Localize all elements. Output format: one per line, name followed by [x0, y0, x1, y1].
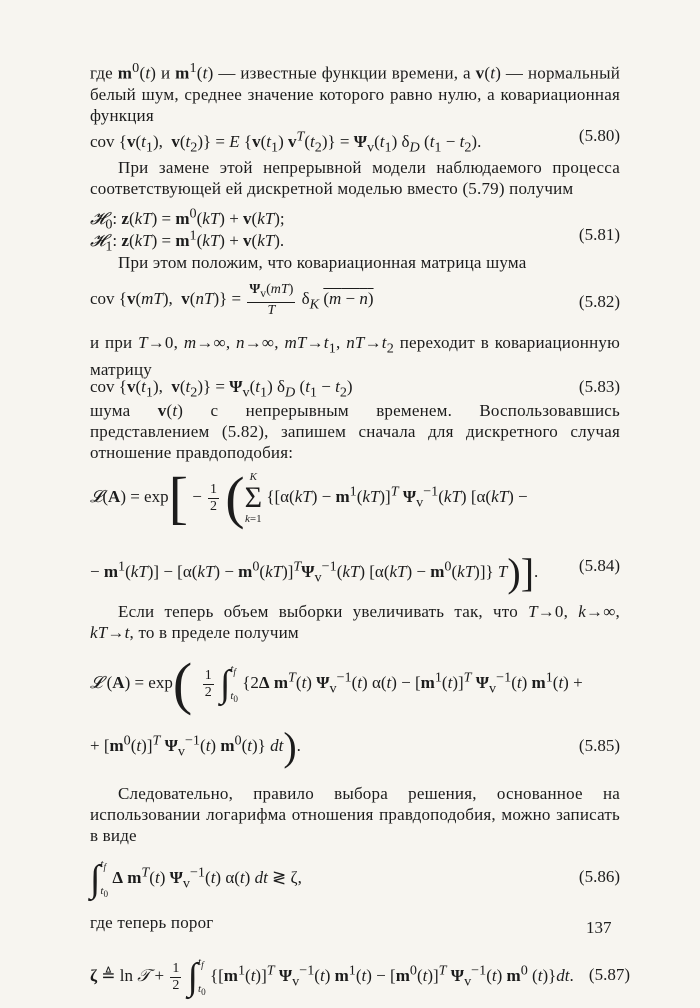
- equation-5-81a: [90, 202, 620, 233]
- equation-5-83-body: cov {$v(t_1)$, $v(t_2)\} = \Psi_v(t_1)$ $\delta_D$ $(t_1 - t_2)$: [90, 377, 353, 401]
- equation-5-85b: [90, 724, 620, 769]
- equation-5-85b-body: + $[m^0(t)]^T$ $\Psi_v^{-1}(t)$ $m^0(t)$} dt).: [90, 724, 301, 769]
- equation-number: (5.81): [578, 225, 620, 244]
- equation-5-87-body: ζ ≜ ln 𝒯 + $\frac{1}{2}$ $\int t_f$ $t_0$ {$[m^1(t)]^T$ $\Psi_v^{-1}(t) m^1(t) - [m^0(t)]^T$ $\Psi_v^{-1}(t)$ $m^0$ (t)}dt.: [90, 956, 574, 999]
- fraction: $\frac{1}{2}$: [210, 481, 218, 514]
- fraction: $\frac{1}{2}$: [204, 667, 212, 700]
- page-number: 137: [586, 918, 612, 937]
- equation-5-80: [90, 125, 620, 156]
- paragraph-4: и при T→0, m→∞, n→∞, $mT\to t_1$, $nT\to t_2$ переходит в ковариационную матрицу: [90, 333, 621, 380]
- equation-number: (5.83): [578, 377, 620, 396]
- integral-limits: $t_f$ $t_0$: [198, 956, 206, 998]
- paragraph-8: где теперь порог: [90, 913, 214, 932]
- fraction: $\frac{\Psi_v(mT)}{T}$: [249, 282, 294, 318]
- equation-5-81a-body: 𝓗$_0$: $z(kT) = m^0(kT) + v(kT)$;: [90, 205, 285, 233]
- fraction: $\frac{1}{2}$: [172, 960, 180, 993]
- equation-5-81b-body: 𝓗$_1$: $z(kT) = m^1(kT) + v(kT)$.: [90, 227, 285, 255]
- equation-5-84a: [90, 465, 620, 533]
- equation-5-80-body: cov {$v(t_1)$, $v(t_2)\} = E$ $\{v(t_1) v^T(t_2)\} = \Psi_v(t_1)$ $\delta_D$ $(t_1 - t_2)$.: [90, 128, 482, 156]
- paragraph-1: где $m^0(t)$ и $m^1(t)$ — известные функции времени, а v(t) — нормальный белый шум, среднее значение которого равно нулю, а ковариационная функция: [90, 60, 620, 125]
- paragraph-6: Если теперь объем выборки увеличивать так, что T→0, k→∞, kT→t, то в пределе получим: [90, 602, 620, 642]
- integral-sign: ∫: [187, 956, 199, 999]
- equation-number: (5.84): [578, 556, 620, 575]
- paragraph-2: При замене этой непрерывной модели наблюдаемого процесса соответствующей ей дискретной моделью вместо (5.79) получим: [90, 158, 620, 198]
- equation-5-87: [90, 952, 630, 1008]
- equation-5-84b: [90, 539, 620, 593]
- integral-sign: ∫: [90, 858, 101, 901]
- equation-number: (5.86): [578, 867, 620, 886]
- equation-5-86-body: $\int t_f$ $t_0$ Δ $m^T(t)$ $\Psi_v^{-1}(t)$ α(t) dt ≷ ζ,: [90, 858, 302, 901]
- equation-5-84a-body: 𝓛(A) = exp[ − $\frac{1}{2}$ ( K Σ k=1 {$[\alpha(kT) - m^1(kT)]^T$ $\Psi_v^{-1}(kT) [\alpha(kT)$ −: [90, 465, 528, 530]
- equation-number: (5.85): [578, 736, 620, 755]
- equation-5-82-body: cov {v(mT), v(nT)} = $\frac{\Psi_v(mT)}{T}$ $\delta_K$ (m − n): [90, 282, 374, 318]
- page-body: [90, 58, 630, 1008]
- equation-5-82: [90, 282, 620, 322]
- paragraph-5: шума v(t) с непрерывным временем. Воспользовавшись представлением (5.82), запишем сначала для дискретного случая отношение правдоподобия:: [90, 401, 620, 462]
- equation-5-83: [90, 376, 620, 400]
- paragraph-7: Следовательно, правило выбора решения, основанное на использовании логарифма отношения правдоподобия, можно записать в виде: [90, 784, 620, 845]
- sum-operator: K Σ k=1: [244, 471, 263, 525]
- equation-5-86: [90, 852, 620, 908]
- integral-limits: $t_f$ $t_0$: [100, 858, 109, 900]
- equation-5-85a: [90, 649, 620, 716]
- integral-sign: ∫: [219, 663, 231, 705]
- equation-number: (5.80): [578, 126, 620, 145]
- equation-5-85a-body: 𝓛 (A) = exp( $\frac{1}{2}$ $\int t_f$ $t_0$ {2Δ $m^T(t)$ $\Psi_v^{-1}(t) \alpha(t) - [m^1(t)]^T$ $\Psi_v^{-1}(t) m^1(t)$ +: [90, 651, 583, 716]
- equation-number: (5.82): [578, 292, 620, 311]
- equation-number: (5.87): [588, 965, 630, 984]
- integral-limits: $t_f$ $t_0$: [230, 662, 238, 705]
- equation-5-81b: [90, 224, 620, 255]
- paragraph-3: При этом положим, что ковариационная матрица шума: [118, 253, 527, 272]
- equation-5-84b-body: − $m^1(kT)] - [\alpha(kT) - m^0(kT)]^T\Psi_v^{-1}(kT) [\alpha(kT) - m^0(kT)]$} T)].: [90, 550, 539, 595]
